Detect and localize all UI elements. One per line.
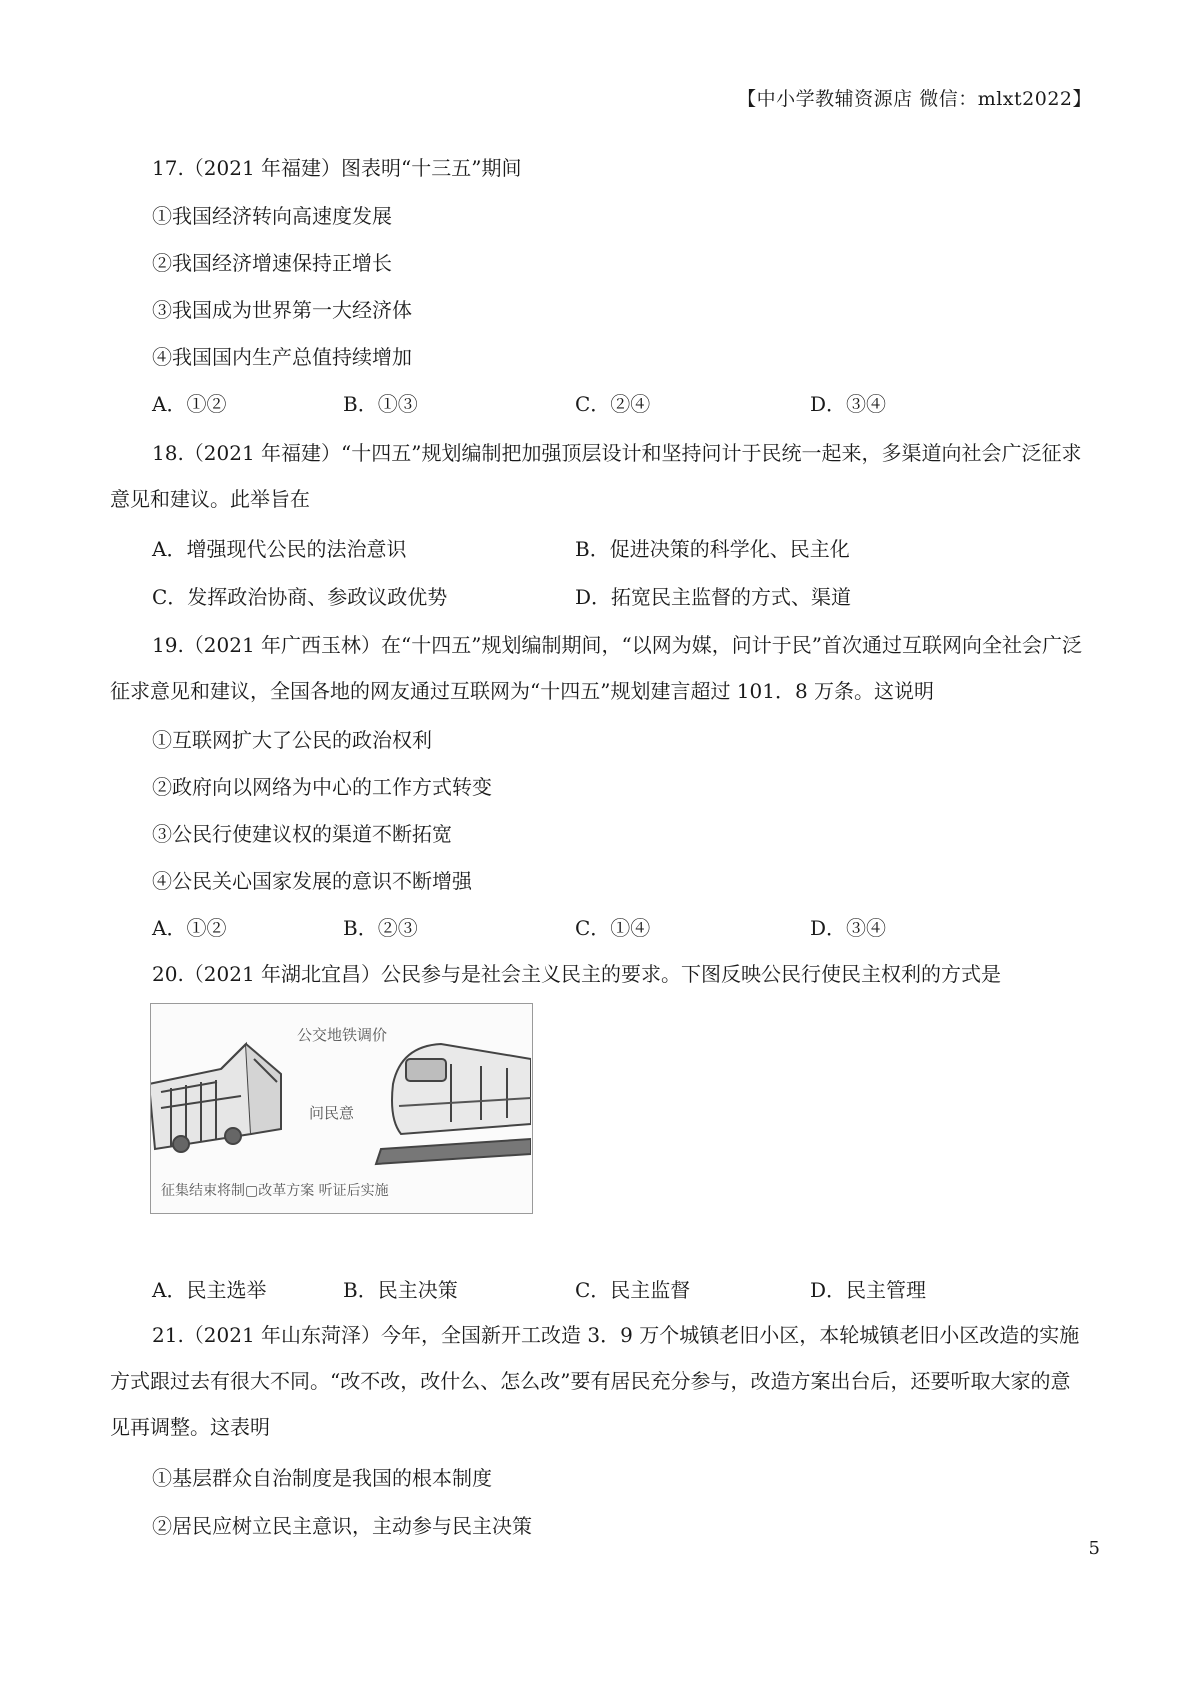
q20-figure [150,1003,533,1214]
q20-option-a: A．民主选举 [152,1278,267,1302]
q18-option-d: D．拓宽民主监督的方式、渠道 [575,585,852,609]
figure-caption: 征集结束将制▢改革方案 听证后实施 [161,1183,389,1199]
q17-stem: 17.（2021 年福建）图表明“十三五”期间 [152,156,522,180]
q17-option-c: C．②④ [575,392,651,416]
figure-center-text: 问民意 [309,1104,355,1122]
q20-stem: 20.（2021 年湖北宜昌）公民参与是社会主义民主的要求。下图反映公民行使民主权利的方式是 [152,962,1002,986]
q17-statement-4: ④我国国内生产总值持续增加 [152,345,412,369]
page-header: 【中小学教辅资源店 微信：mlxt2022】 [737,88,1092,110]
q21-statement-1: ①基层群众自治制度是我国的根本制度 [152,1466,492,1490]
q19-statement-2: ②政府向以网络为中心的工作方式转变 [152,775,492,799]
figure-title: 公交地铁调价 [297,1026,388,1044]
q17-option-a: A．①② [152,392,227,416]
q17-statement-1: ①我国经济转向高速度发展 [152,204,392,228]
q21-stem-text: 21.（2021 年山东菏泽）今年，全国新开工改造 3．9 万个城镇老旧小区，本轮城镇老旧小区改造的实施方式跟过去有很大不同。“改不改，改什么、怎么改”要有居民充分参与，改造方案出台后，还要听取大家的意见再调整。这表明 [110,1323,1080,1439]
train-icon [376,1044,531,1164]
q19-option-d: D．③④ [810,916,887,940]
q19-option-c: C．①④ [575,916,651,940]
page-number: 5 [1088,1538,1100,1559]
q19-option-b: B．②③ [343,916,418,940]
q18-option-b: B．促进决策的科学化、民主化 [575,537,850,561]
q18-option-c: C．发挥政治协商、参政议政优势 [152,585,448,609]
q20-option-b: B．民主决策 [343,1278,458,1302]
q19-stem [110,622,1090,714]
q18-stem-text: 18.（2021 年福建）“十四五”规划编制把加强顶层设计和坚持问计于民统一起来，多渠道向社会广泛征求意见和建议。此举旨在 [110,441,1082,511]
q19-statement-4: ④公民关心国家发展的意识不断增强 [152,869,472,893]
q17-option-b: B．①③ [343,392,418,416]
q18-option-a: A．增强现代公民的法治意识 [152,537,407,561]
q17-option-d: D．③④ [810,392,887,416]
bus-icon [151,1044,281,1152]
q19-statement-3: ③公民行使建议权的渠道不断拓宽 [152,822,452,846]
q19-statement-1: ①互联网扩大了公民的政治权利 [152,728,432,752]
q17-statement-3: ③我国成为世界第一大经济体 [152,298,412,322]
q17-statement-2: ②我国经济增速保持正增长 [152,251,392,275]
q19-stem-text: 19.（2021 年广西玉林）在“十四五”规划编制期间，“以网为媒，问计于民”首次通过互联网向全社会广泛征求意见和建议，全国各地的网友通过互联网为“十四五”规划建言超过 101．8 万条。这说明 [110,633,1082,703]
q19-option-a: A．①② [152,916,227,940]
q21-statement-2: ②居民应树立民主意识，主动参与民主决策 [152,1514,532,1538]
q20-option-c: C．民主监督 [575,1278,691,1302]
q18-stem [110,430,1090,522]
q20-option-d: D．民主管理 [810,1278,927,1302]
q21-stem [110,1312,1090,1450]
